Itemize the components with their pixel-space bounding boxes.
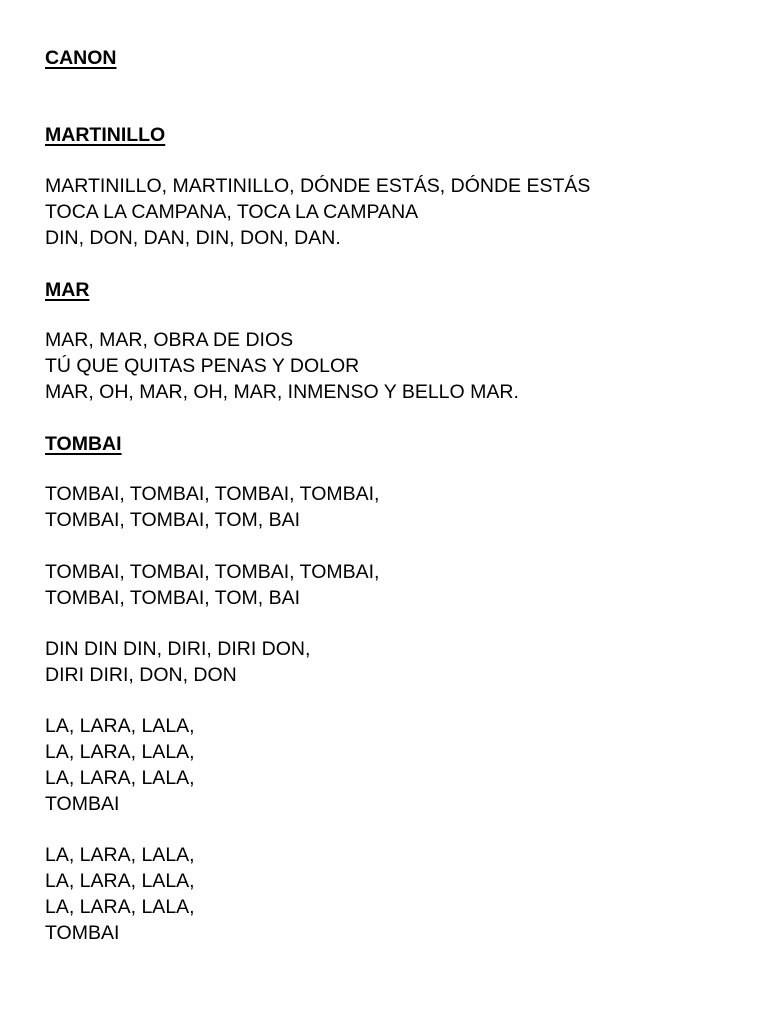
lyric-line: LA, LARA, LALA, [45, 767, 195, 789]
lyric-line: LA, LARA, LALA, [45, 715, 195, 737]
lyric-line: DIN, DON, DAN, DIN, DON, DAN. [45, 227, 341, 249]
lyric-line: LA, LARA, LALA, [45, 896, 195, 918]
lyric-line: TOMBAI [45, 922, 120, 944]
lyric-line: TOMBAI, TOMBAI, TOM, BAI [45, 509, 301, 531]
song-title-mar: MAR [45, 279, 90, 301]
document-title: CANON [45, 47, 117, 69]
lyric-line: TOMBAI, TOMBAI, TOM, BAI [45, 587, 301, 609]
lyric-line: LA, LARA, LALA, [45, 870, 195, 892]
song-title-martinillo: MARTINILLO [45, 124, 166, 146]
lyric-line: TOMBAI [45, 793, 120, 815]
lyric-line: MAR, MAR, OBRA DE DIOS [45, 329, 294, 351]
lyric-line: TOCA LA CAMPANA, TOCA LA CAMPANA [45, 201, 419, 223]
lyric-line: LA, LARA, LALA, [45, 844, 195, 866]
lyric-line: TÚ QUE QUITAS PENAS Y DOLOR [45, 355, 360, 377]
lyric-line: TOMBAI, TOMBAI, TOMBAI, TOMBAI, [45, 483, 380, 505]
lyric-line: LA, LARA, LALA, [45, 741, 195, 763]
lyric-line: MARTINILLO, MARTINILLO, DÓNDE ESTÁS, DÓNDE ESTÁS [45, 175, 591, 197]
lyric-line: DIN DIN DIN, DIRI, DIRI DON, [45, 638, 311, 660]
lyric-line: DIRI DIRI, DON, DON [45, 664, 237, 686]
song-title-tombai: TOMBAI [45, 433, 122, 455]
lyric-line: TOMBAI, TOMBAI, TOMBAI, TOMBAI, [45, 561, 380, 583]
lyric-line: MAR, OH, MAR, OH, MAR, INMENSO Y BELLO MAR. [45, 381, 519, 403]
